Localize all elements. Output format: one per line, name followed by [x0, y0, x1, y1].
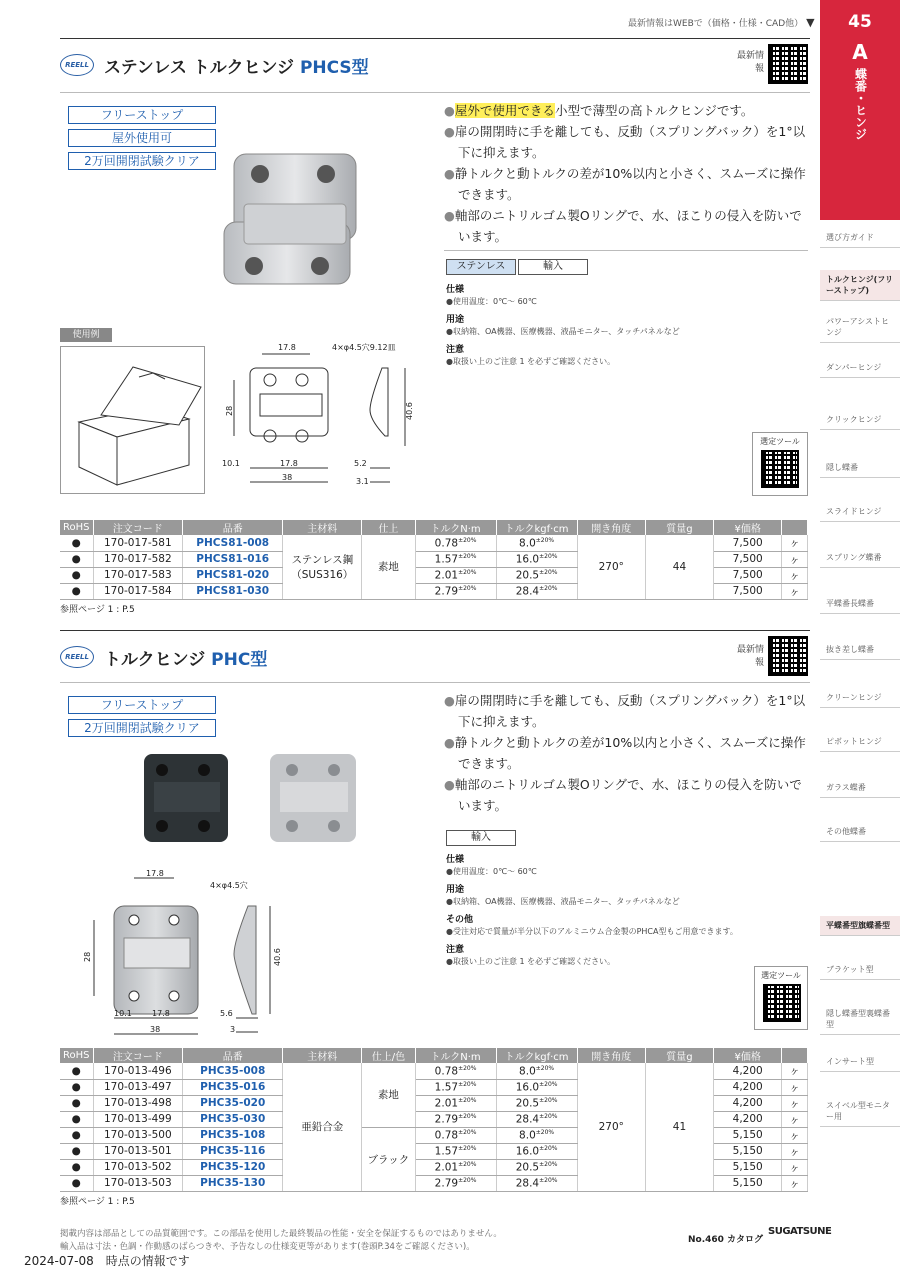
use-example-label: 使用例	[60, 328, 112, 342]
table-cell: $2.79^{\pm 20\%}$	[415, 583, 496, 599]
product1-photo	[222, 152, 362, 292]
table-cell: ●	[60, 535, 93, 551]
table-cell: 170-013-501	[93, 1143, 183, 1159]
sidebar-item[interactable]: その他蝶番	[820, 822, 900, 842]
page-number: 45	[848, 12, 872, 32]
table-cell: ●	[60, 1127, 93, 1143]
table-cell: ●	[60, 1159, 93, 1175]
selection-tool[interactable]: 選定ツール	[754, 966, 808, 1030]
table-cell[interactable]	[183, 567, 283, 583]
material-tag-import: 輸入	[518, 259, 588, 275]
product2-spec: 仕様 ●使用温度：0℃～ 60℃ 用途 ●収納箱、OA機器、医療機器、液晶モニター、タッチパネルなど その他 ●受注対応で質量が半分以下のアルミニウム合金製のPHCA型もご用意できます。 注意 ●取扱い上のご注意 1 を必ずご確認ください。	[446, 855, 738, 966]
badge-test: 2万回開閉試験クリア	[68, 719, 216, 737]
table-cell: 亜鉛合金	[283, 1063, 362, 1191]
table-cell[interactable]	[183, 1159, 283, 1175]
table-cell: $1.57^{\pm 20\%}$	[415, 1143, 496, 1159]
table-cell: ●	[60, 1063, 93, 1079]
divider	[60, 630, 810, 631]
divider	[60, 38, 810, 39]
table-header: トルクN·m	[415, 520, 496, 535]
part-number-link[interactable]: PHC35-030	[200, 1113, 266, 1125]
section-letter: A	[852, 40, 868, 64]
part-number-link[interactable]: PHC35-020	[200, 1097, 266, 1109]
table-cell: 170-013-496	[93, 1063, 183, 1079]
table-header: トルクkgf·cm	[496, 1048, 577, 1063]
part-number-link[interactable]: PHCS81-020	[196, 569, 270, 581]
table-cell: 170-017-581	[93, 535, 183, 551]
sidebar-item[interactable]: 抜き差し蝶番	[820, 640, 900, 660]
table-cell: ●	[60, 1175, 93, 1191]
table-cell: $2.79^{\pm 20\%}$	[415, 1111, 496, 1127]
reell-logo: REELL	[60, 646, 94, 668]
table-header: 開き角度	[577, 520, 645, 535]
product1-features	[444, 100, 814, 247]
svg-text:3.1: 3.1	[356, 477, 369, 486]
table-header: RoHS	[60, 520, 93, 535]
reell-logo: REELL	[60, 54, 94, 76]
selection-tool[interactable]: 選定ツール	[752, 432, 808, 496]
table-cell: ●	[60, 583, 93, 599]
feature-item: ●軸部のニトリルゴム製Oリングで、水、ほこりの侵入を防いでいます。	[444, 208, 802, 244]
table-cell: $8.0^{\pm 20\%}$	[496, 1063, 577, 1079]
table-cell: 素地	[362, 1063, 415, 1127]
table-cell: 4,200	[714, 1079, 782, 1095]
product1-title: ステンレス トルクヒンジ PHCS型	[104, 57, 369, 78]
table-header	[782, 520, 808, 535]
table-cell: 7,500	[714, 535, 782, 551]
sidebar-item[interactable]: ダンパーヒンジ	[820, 358, 900, 378]
table-cell: 7,500	[714, 551, 782, 567]
part-number-link[interactable]: PHCS81-030	[196, 585, 270, 597]
table-cell: 5,150	[714, 1143, 782, 1159]
table-cell: 4,200	[714, 1111, 782, 1127]
qr-code[interactable]	[768, 636, 808, 676]
table-cell: 4,200	[714, 1063, 782, 1079]
product1-table	[60, 520, 808, 600]
table-header: 質量g	[645, 520, 713, 535]
table-cell: $2.79^{\pm 20\%}$	[415, 1175, 496, 1191]
qr-code[interactable]	[761, 450, 799, 488]
table-cell[interactable]	[183, 583, 283, 599]
table-cell: $8.0^{\pm 20\%}$	[496, 535, 577, 551]
table-header: 主材料	[283, 520, 362, 535]
product2-title: トルクヒンジ PHC型	[104, 649, 268, 670]
svg-text:17.8: 17.8	[280, 459, 298, 468]
svg-text:28: 28	[83, 951, 92, 962]
feature-item: ●扉の開閉時に手を離しても、反動（スプリングバック）を1°以下に抑えます。	[444, 124, 806, 160]
svg-text:38: 38	[282, 473, 293, 482]
table-row	[60, 535, 808, 551]
table-cell: $2.01^{\pm 20\%}$	[415, 567, 496, 583]
product2-features	[444, 690, 814, 816]
table-cell: $16.0^{\pm 20\%}$	[496, 551, 577, 567]
material-tag-stainless: ステンレス	[446, 259, 516, 275]
product2-table	[60, 1048, 808, 1192]
reference-page: 参照ページ 1 : P.5	[60, 1197, 135, 1207]
svg-text:40.6: 40.6	[273, 948, 282, 966]
table-cell: $20.5^{\pm 20\%}$	[496, 1095, 577, 1111]
sidebar-item[interactable]: パワーアシストヒンジ	[820, 312, 900, 343]
table-header: ¥価格	[714, 1048, 782, 1063]
product2-drawing	[70, 866, 310, 1042]
table-cell[interactable]	[183, 1079, 283, 1095]
table-cell[interactable]	[183, 1127, 283, 1143]
table-header: 開き角度	[577, 1048, 645, 1063]
divider	[444, 250, 808, 251]
sidebar-item[interactable]: 平蝶番型旗蝶番型	[820, 916, 900, 936]
table-cell: ヶ	[782, 1127, 808, 1143]
table-cell: ヶ	[782, 567, 808, 583]
feature-item: ●扉の開閉時に手を離しても、反動（スプリングバック）を1°以下に抑えます。	[444, 693, 806, 729]
top-note: 最新情報はWEBで（価格・仕様・CAD他） ▼	[628, 16, 815, 29]
table-cell: ヶ	[782, 583, 808, 599]
table-cell: $2.01^{\pm 20\%}$	[415, 1095, 496, 1111]
part-number-link[interactable]: PHC35-116	[200, 1145, 266, 1157]
svg-text:17.8: 17.8	[146, 869, 164, 878]
feature-item: ●屋外で使用できる小型で薄型の高トルクヒンジです。	[444, 103, 754, 118]
catalog-number: No.460 カタログ	[688, 1235, 764, 1245]
table-cell: ●	[60, 1111, 93, 1127]
table-header: 質量g	[645, 1048, 713, 1063]
divider	[60, 92, 810, 93]
part-number-link[interactable]: PHC35-120	[200, 1161, 266, 1173]
table-cell: 5,150	[714, 1175, 782, 1191]
table-header: RoHS	[60, 1048, 93, 1063]
table-cell: ヶ	[782, 1159, 808, 1175]
part-number-link[interactable]: PHC35-008	[200, 1064, 266, 1077]
table-cell: ●	[60, 1079, 93, 1095]
table-cell: ブラック	[362, 1127, 415, 1191]
badge-test: 2万回開閉試験クリア	[68, 152, 216, 170]
table-cell[interactable]	[183, 535, 283, 551]
table-cell: ●	[60, 1143, 93, 1159]
table-header: トルクN·m	[415, 1048, 496, 1063]
table-cell: 5,150	[714, 1127, 782, 1143]
table-cell: $28.4^{\pm 20\%}$	[496, 1111, 577, 1127]
table-cell: ヶ	[782, 1095, 808, 1111]
table-cell: $0.78^{\pm 20\%}$	[415, 1127, 496, 1143]
table-cell: 170-013-503	[93, 1175, 183, 1191]
table-cell: 7,500	[714, 583, 782, 599]
sidebar-item[interactable]: スイベル型モニター用	[820, 1096, 900, 1127]
table-cell: ●	[60, 551, 93, 567]
svg-text:40.6: 40.6	[405, 402, 414, 420]
table-row	[60, 1063, 808, 1079]
product2-title-row	[60, 640, 267, 674]
sidebar-item[interactable]: 選び方ガイド	[820, 228, 900, 248]
table-cell: ●	[60, 567, 93, 583]
svg-text:17.8: 17.8	[152, 1009, 170, 1018]
table-cell: 41	[645, 1063, 713, 1191]
table-cell: $0.78^{\pm 20\%}$	[415, 1063, 496, 1079]
table-cell: $1.57^{\pm 20\%}$	[415, 551, 496, 567]
table-cell: ステンレス鋼（SUS316）	[283, 535, 362, 599]
table-cell: $1.57^{\pm 20\%}$	[415, 1079, 496, 1095]
qr-code[interactable]	[763, 984, 801, 1022]
table-cell: 170-017-584	[93, 583, 183, 599]
product1-title-row	[60, 48, 369, 82]
table-cell: 7,500	[714, 567, 782, 583]
table-header: 主材料	[283, 1048, 362, 1063]
feature-item: ●静トルクと動トルクの差が10%以内と小さく、スムーズに操作できます。	[444, 166, 806, 202]
table-cell: $8.0^{\pm 20\%}$	[496, 1127, 577, 1143]
table-cell[interactable]	[183, 1111, 283, 1127]
table-header	[782, 1048, 808, 1063]
table-header: 仕上/色	[362, 1048, 415, 1063]
table-header: 注文コード	[93, 1048, 183, 1063]
part-number-link[interactable]: PHC35-016	[200, 1081, 266, 1093]
sidebar-item[interactable]: 隠し蝶番	[820, 458, 900, 478]
table-header: ¥価格	[714, 520, 782, 535]
triangle-down-icon: ▼	[806, 16, 815, 29]
sidebar-item[interactable]: スプリング蝶番	[820, 548, 900, 568]
table-cell: 4,200	[714, 1095, 782, 1111]
part-number-link[interactable]: PHC35-108	[200, 1129, 266, 1141]
table-cell[interactable]	[183, 1175, 283, 1191]
table-cell: 5,150	[714, 1159, 782, 1175]
table-header: 品番	[183, 520, 283, 535]
table-cell: 170-013-502	[93, 1159, 183, 1175]
svg-text:5.6: 5.6	[220, 1009, 233, 1018]
sidebar-item[interactable]: スライドヒンジ	[820, 502, 900, 522]
svg-text:4×φ4.5穴: 4×φ4.5穴	[210, 881, 248, 890]
product1-drawing	[220, 340, 430, 490]
sidebar-item[interactable]: インサート型	[820, 1052, 900, 1072]
svg-text:4×φ4.5穴9.12皿: 4×φ4.5穴9.12皿	[332, 343, 396, 352]
table-cell: 素地	[362, 535, 415, 599]
date-stamp: 2024-07-08 時点の情報です	[24, 1254, 190, 1268]
latest-info-label: 最新情報	[736, 645, 764, 668]
table-cell: 170-013-497	[93, 1079, 183, 1095]
product2-photos	[140, 752, 370, 844]
table-cell: $20.5^{\pm 20\%}$	[496, 567, 577, 583]
table-cell: 170-013-499	[93, 1111, 183, 1127]
table-header: 品番	[183, 1048, 283, 1063]
divider	[60, 682, 810, 683]
sidebar-item[interactable]: ブラケット型	[820, 960, 900, 980]
part-number-link[interactable]: PHC35-130	[200, 1177, 266, 1189]
table-cell[interactable]	[183, 1095, 283, 1111]
sidebar-item[interactable]: トルクヒンジ(フリーストップ)	[820, 270, 900, 301]
sidebar-item[interactable]: 平蝶番長蝶番	[820, 594, 900, 614]
table-cell: ●	[60, 1095, 93, 1111]
table-cell: $28.4^{\pm 20\%}$	[496, 583, 577, 599]
table-cell: 170-013-500	[93, 1127, 183, 1143]
footer-notes: 掲載内容は部品としての品質範囲です。この部品を使用した最終製品の性能・安全を保証するものではありません。 輸入品は寸法・色調・作動感のばらつきや、予告なしの仕様変更等があります(巻頭P.34をご確認ください)。	[60, 1229, 502, 1252]
svg-text:38: 38	[150, 1025, 161, 1034]
svg-text:17.8: 17.8	[278, 343, 296, 352]
table-cell: ヶ	[782, 1111, 808, 1127]
table-cell: $0.78^{\pm 20\%}$	[415, 535, 496, 551]
table-cell: ヶ	[782, 551, 808, 567]
table-cell: 170-017-582	[93, 551, 183, 567]
table-cell: ヶ	[782, 1079, 808, 1095]
table-cell: 270°	[577, 1063, 645, 1191]
table-cell: $2.01^{\pm 20\%}$	[415, 1159, 496, 1175]
table-cell: $16.0^{\pm 20\%}$	[496, 1143, 577, 1159]
svg-text:5.2: 5.2	[354, 459, 367, 468]
table-header: 注文コード	[93, 520, 183, 535]
badge-outdoor: 屋外使用可	[68, 129, 216, 147]
svg-text:28: 28	[225, 405, 234, 416]
table-cell: $28.4^{\pm 20\%}$	[496, 1175, 577, 1191]
table-cell[interactable]	[183, 551, 283, 567]
section-tab	[820, 0, 900, 220]
table-header: トルクkgf·cm	[496, 520, 577, 535]
sidebar-item[interactable]: ガラス蝶番	[820, 778, 900, 798]
table-header: 仕上	[362, 520, 415, 535]
badge-free-stop: フリーストップ	[68, 106, 216, 124]
table-cell: ヶ	[782, 535, 808, 551]
table-cell: ヶ	[782, 1063, 808, 1079]
badge-free-stop: フリーストップ	[68, 696, 216, 714]
part-number-link[interactable]: PHCS81-016	[196, 553, 270, 565]
feature-item: ●軸部のニトリルゴム製Oリングで、水、ほこりの侵入を防いでいます。	[444, 777, 802, 813]
table-cell: $16.0^{\pm 20\%}$	[496, 1079, 577, 1095]
table-cell: ヶ	[782, 1143, 808, 1159]
table-cell: 170-013-498	[93, 1095, 183, 1111]
brand-logo: SUGATSUNE	[768, 1226, 832, 1237]
table-cell: 170-017-583	[93, 567, 183, 583]
svg-text:10.1: 10.1	[222, 459, 240, 468]
product1-spec: 仕様 ●使用温度：0℃～ 60℃ 用途 ●収納箱、OA機器、医療機器、液晶モニター、タッチパネルなど 注意 ●取扱い上のご注意 1 を必ずご確認ください。	[446, 285, 680, 366]
svg-text:10.1: 10.1	[114, 1009, 132, 1018]
sidebar-item[interactable]: ピボットヒンジ	[820, 732, 900, 752]
part-number-link[interactable]: PHCS81-008	[196, 536, 270, 549]
reference-page: 参照ページ 1 : P.5	[60, 605, 135, 615]
svg-text:3: 3	[230, 1025, 236, 1034]
table-cell[interactable]	[183, 1143, 283, 1159]
sidebar-item[interactable]: 隠し蝶番型裏蝶番型	[820, 1004, 900, 1035]
sidebar-item[interactable]: クリックヒンジ	[820, 410, 900, 430]
section-name: 蝶番・ヒンジ	[853, 68, 868, 140]
use-example-image	[60, 346, 205, 494]
table-cell: $20.5^{\pm 20\%}$	[496, 1159, 577, 1175]
latest-info-label: 最新情報	[736, 51, 764, 74]
table-cell: 44	[645, 535, 713, 599]
feature-item: ●静トルクと動トルクの差が10%以内と小さく、スムーズに操作できます。	[444, 735, 806, 771]
qr-code[interactable]	[768, 44, 808, 84]
material-tag-import: 輸入	[446, 830, 516, 846]
table-cell[interactable]	[183, 1063, 283, 1079]
sidebar-item[interactable]: クリーンヒンジ	[820, 688, 900, 708]
table-cell: ヶ	[782, 1175, 808, 1191]
table-cell: 270°	[577, 535, 645, 599]
